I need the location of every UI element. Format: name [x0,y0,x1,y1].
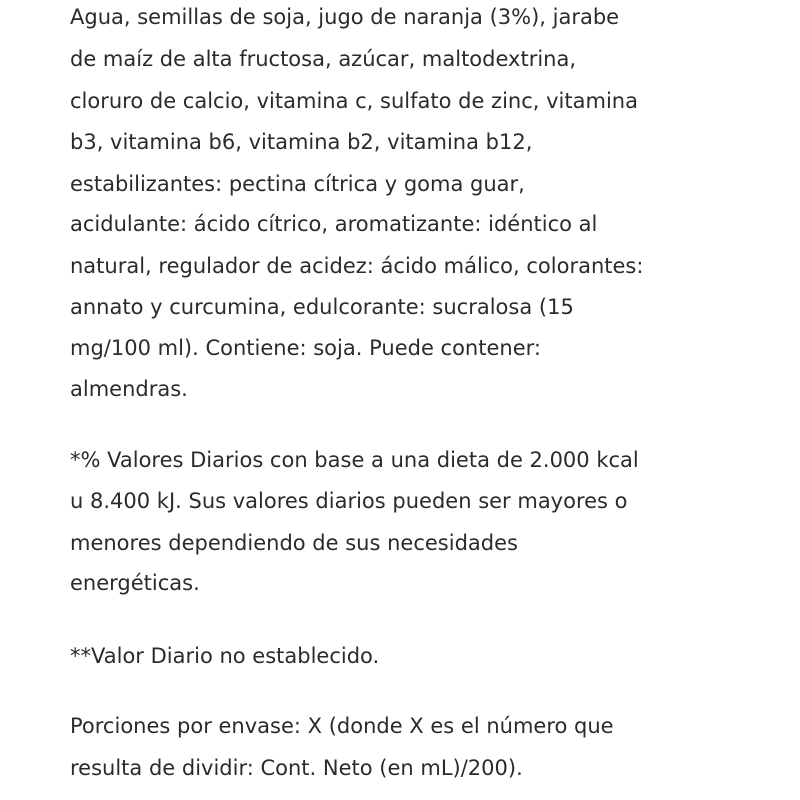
ingredients-line: cloruro de calcio, vitamina c, sulfato de zinc, vitamina [70,89,638,113]
servings-line: resulta de dividir: Cont. Neto (en mL)/200). [70,756,523,780]
daily-values-line: *% Valores Diarios con base a una dieta de 2.000 kcal [70,448,639,472]
not-established-line: **Valor Diario no establecido. [70,644,380,668]
daily-values-line: menores dependiendo de sus necesidades [70,531,518,555]
daily-values-line: u 8.400 kJ. Sus valores diarios pueden ser mayores o [70,489,628,513]
ingredients-line: acidulante: ácido cítrico, aromatizante: idéntico al [70,212,598,236]
daily-values-line: energéticas. [70,571,200,595]
servings-line: Porciones por envase: X (donde X es el número que [70,714,614,738]
ingredients-line: b3, vitamina b6, vitamina b2, vitamina b12, [70,130,533,154]
ingredients-line: natural, regulador de acidez: ácido málico, colorantes: [70,254,644,278]
ingredients-line: estabilizantes: pectina cítrica y goma guar, [70,172,525,196]
ingredients-line: almendras. [70,377,188,401]
ingredients-line: annato y curcumina, edulcorante: sucralosa (15 [70,295,574,319]
ingredients-line: Agua, semillas de soja, jugo de naranja (3%), jarabe [70,5,620,29]
ingredients-line: mg/100 ml). Contiene: soja. Puede contener: [70,336,541,360]
ingredients-line: de maíz de alta fructosa, azúcar, maltodextrina, [70,47,577,71]
